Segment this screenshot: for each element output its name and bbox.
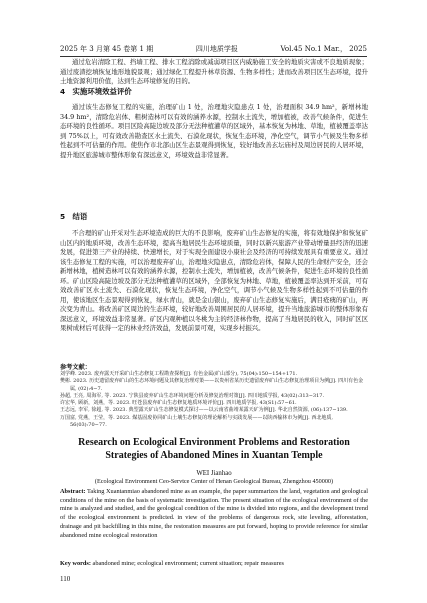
- reference-item: 万国富, 党燕，王莹，等. 2023. 煤基固废协同矿山土壤生态修复的理论解析与实践发展——以陕西榆林市为例[J]. 西北地质, 56(03):70−77.: [60, 414, 333, 429]
- section-4-paragraph: 通过该生态修复工程的实施，治理矿山 1 处，治理地灾隐患点 1 处，治理面积 34.9 hm²，新增林地 34.9 hm²，清除危岩体、粗树造林可以有效的涵养水源，控制水土流失，增加植被，改善气候条件，促进生态环境的良性循环。项目区险高陡边坡及部分无法种植灌草的区域外，基本恢复为林地、草地，植被覆盖率达到 75%以上，可有效改善勘查区水土流失、石漠化现状，恢复生态环境，净化空气，调节小气候及生物多样性起到不可估量的作用。使焦作市北部山区生态景观得到恢复，较好地改善玄坛庙村及周边居民的人居环境，提升地区旅游城市整体形象有深远意义，环境效益非常显著。: [60, 103, 368, 159]
- section-4-heading: 4 实施环境效益评价: [60, 87, 132, 96]
- page-number: 110: [60, 575, 71, 583]
- intro-paragraph: 通过危岩清除工程、挡墙工程、排水工程消除或减弱项目区内威胁施工安全的地质灾害或不良地质现象；通过废渣挖填恢复地形地貌景观；通过绿化工程提升林草资源、生物多样性；进而改善项目区生态环境，提升土地资源利用价值，达到生态环境修复的目的。: [60, 58, 368, 85]
- abstract-text: Taking Xuantanmiao abandoned mine as an example, the paper summarizes the land, vegetation and geological conditions of the mine on the basis of systematic investigation. The present situation of the ecological environment of the mine is analyzed and studied, and the geological condition of the mine is divided into regions, and the development trend of the ecological environment is predicted. in view of the problems of dangerous rock, site leveling, afforestation, drainage and pit backfilling in this mine, the restoration measures are put forward, hoping to provide reference for similar abandoned mine ecological restoration: [60, 488, 368, 539]
- references: [60, 362, 368, 429]
- keywords-text: abandoned mine; ecological environment; current situation; repair measures: [92, 560, 285, 567]
- section-5: [60, 212, 368, 222]
- running-header: [60, 40, 367, 57]
- header-journal: 四川地质学报: [195, 45, 238, 53]
- section-5-heading: 5 结语: [60, 212, 88, 221]
- intro-block: [60, 58, 368, 87]
- english-keywords: [60, 560, 368, 569]
- references-title: 参考文献：: [60, 364, 91, 371]
- header-volume: Vol.45 No.1 Mar.， 2025: [280, 45, 367, 53]
- english-affiliation: (Ecological Environment Ceo-Servtce Center of Henan Geological Bureau, Zhengzhou 450000): [94, 478, 334, 485]
- reference-item: 孙超, 王亮, 周海军, 等. 2023. 宁陕县废弃矿山生态环境问题分析及修复治理对策[J]. 四川地质学报, 43(02):313−317.: [60, 392, 325, 399]
- reference-item: 刘学峰. 2023. 废弃露天开采矿山生态修复工程勘查探析[J]. 有色金属(矿山部分), 75(04):150−154+171.: [60, 371, 298, 377]
- reference-item: 许宏华, 顾新，刘燕，等. 2023. 旺苍县废弃矿山生态修复地质环境评价[J]. 四川地质学报, 43(S1):57−61.: [60, 400, 297, 407]
- english-abstract: [60, 488, 368, 540]
- english-title: Research on Ecological Environment Problems and Restoration Strategies of Abandoned Mines in Xuantan Temple: [78, 437, 350, 461]
- reference-item: 樊彬. 2023. 历史遗留废弃矿山的生态环境问题及其修复治理对策——以贵州省某历史遗留废弃矿山生态修复治理项目为例[J]. 四川有色金属, (02):4−7.: [60, 378, 364, 392]
- section-4-body: [60, 103, 368, 160]
- section-5-body: [60, 229, 368, 334]
- section-4: [60, 87, 368, 97]
- abstract-label: Abstract:: [60, 488, 86, 495]
- section-5-paragraph: 不合理的矿山开采对生态环境造成的巨大的不良影响，废弃矿山生态修复的实施，将有效地保护和恢复矿山区内的地质环境，改善生态环境，提高当地居民生态环境质量，同时以新兴旅游产业带动增量县经济的迅速发展，促进第三产业的持续、快速增长，对于实现全面建设小康社会及经济的可持续发展具有重要意义。通过该生态修复工程的实施，可以治理废弃矿山，治理地灾隐患点，清除危岩体，保障人民的生命财产安全，还会新增林地，植树造林可以有效的涵养水源，控制水土流失，增加植被，改善气候条件，促进生态环境的良性循环。矿山区险高陡边坡及部分无法种植灌草的区域外，全部恢复为林地、草地，植被覆盖率达到开采前，可有效改善矿区水土流失、石漠化现状，恢复生态环境，净化空气，调节小气候及生物多样性起到不可估量的作用，使该地区生态景观得到恢复，绿水青山，就是金山银山，废弃矿山生态修复实施后，满目疮痍的矿山，再次变为青山。将改善矿区周边的生态环境，较好地改善周围居民的人居环境，提升当地旅游城市的整体形象有深远意义，环境效益非常显著。矿区内观种植以冬桃为主的经济林作物，提高了当地居民的收入，同时矿区区果树成材后可获得一定的林业经济效益，发展前景可观，实现乡村振兴。: [60, 229, 368, 332]
- reference-item: 王志远, 李军, 徐超, 等. 2023. 典型露天矿山生态修复模式探讨——以云南省曲靖某露天矿为例[J]. 华北自然资源, (06):137−139.: [60, 407, 348, 414]
- header-issue: 2025 年 3 月第 45 卷第 1 期: [60, 45, 154, 53]
- english-author: WEI Jianhao: [196, 470, 232, 477]
- keywords-label: Key words:: [60, 560, 91, 567]
